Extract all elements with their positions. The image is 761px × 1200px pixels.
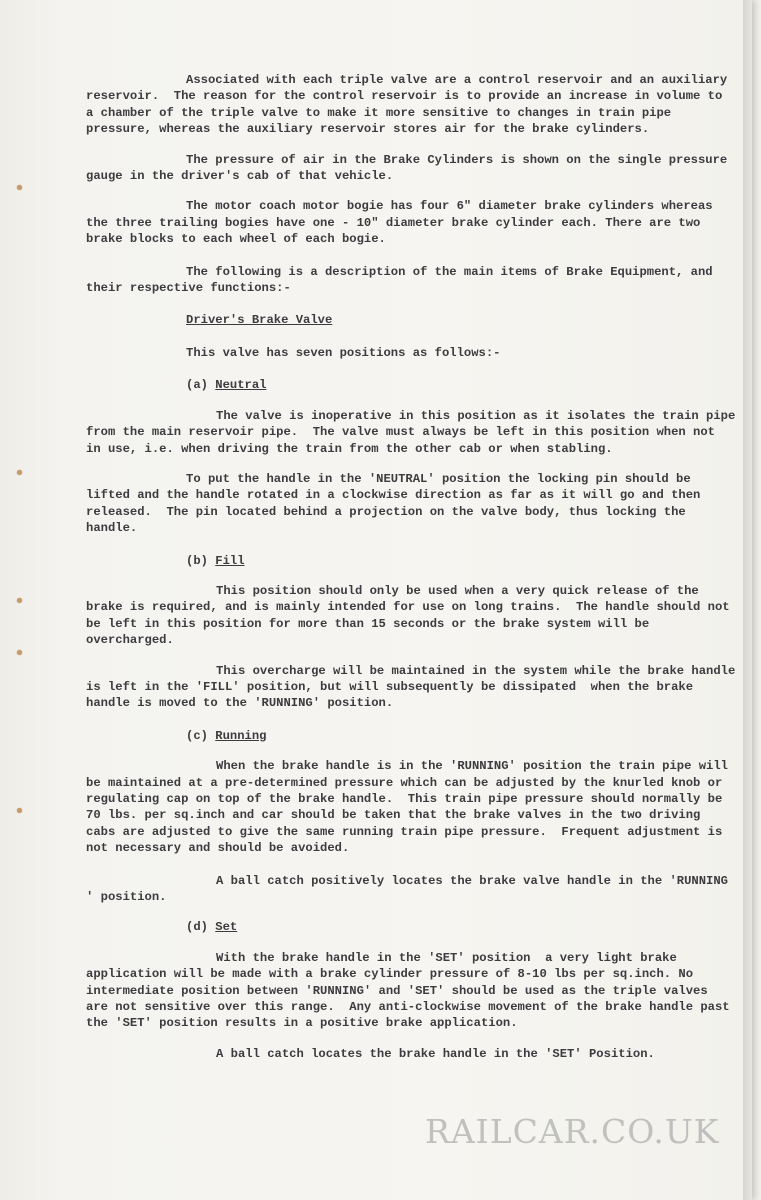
- paragraph-set-1: With the brake handle in the 'SET' position a very light brake application will be made with a brake cylinder pressure of 8-10 lbs per sq.inch. No intermediate position between 'RUNNING' and 'SET' should be used as the triple valves are not sensitive over this range. Any anti-clockwise movement of the brake handle past the 'SET' position results in a positive brake application.: [86, 950, 737, 1031]
- paragraph-neutral-2: To put the handle in the 'NEUTRAL' position the locking pin should be lifted and the handle rotated in a clockwise direction as far as it will go and then released. The pin located behind a projection on the valve body, thus locking the handle.: [86, 471, 708, 536]
- sheet-edge: [743, 0, 752, 1200]
- position-name: Neutral: [215, 378, 267, 393]
- typed-page-text: [86, 72, 743, 1062]
- position-heading-neutral: [186, 377, 736, 393]
- position-name: Fill: [215, 553, 245, 568]
- paragraph-neutral-1: The valve is inoperative in this position as it isolates the train pipe from the main reservoir pipe. The valve must always be left in this position when not in use, i.e. when driving the train from the other cab or when stabling.: [86, 408, 743, 456]
- paragraph-pressure-gauge: The pressure of air in the Brake Cylinders is shown on the single pressure gauge in the driver's cab of that vehicle.: [86, 152, 735, 184]
- paragraph-running-2: A ball catch positively locates the brake valve handle in the 'RUNNING ' position.: [86, 873, 736, 905]
- position-heading-running: [186, 728, 736, 744]
- position-marker: (a): [186, 378, 216, 393]
- paragraph-set-2: A ball catch locates the brake handle in the 'SET' Position.: [216, 1046, 655, 1061]
- position-marker: (d): [186, 920, 216, 935]
- punch-hole: [17, 470, 22, 475]
- position-name: Running: [215, 728, 267, 743]
- paragraph-running-1: When the brake handle is in the 'RUNNING' position the train pipe will be maintained at a pre-determined pressure which can be adjusted by the knurled knob or regulating cap on top of the brake handle. This train pipe pressure should normally be 70 lbs. per sq.inch and car should be taken that the brake valves in the two driving cabs are adjusted to give the same running train pipe pressure. Frequent adjustment is not necessary and should be avoided.: [86, 759, 736, 856]
- position-heading-fill: [186, 553, 736, 569]
- position-marker: (b): [186, 553, 216, 568]
- paragraph-fill-2: This overcharge will be maintained in the system while the brake handle is left in the 'FILL' position, but will subsequently be dissipated when the brake handle is moved to the 'RUNNING' position.: [86, 663, 743, 711]
- position-marker: (c): [186, 728, 216, 743]
- paragraph-brake-cylinders: The motor coach motor bogie has four 6" diameter brake cylinders whereas the three trailing bogies have one - 10" diameter brake cylinder each. There are two brake blocks to each wheel of each bogie.: [86, 199, 720, 247]
- section-intro: This valve has seven positions as follows:-: [186, 345, 501, 360]
- position-heading-set: [186, 919, 736, 935]
- punch-hole: [17, 808, 22, 813]
- punch-hole: [17, 650, 22, 655]
- punch-hole: [17, 185, 22, 190]
- punch-hole: [17, 598, 22, 603]
- paragraph-reservoirs: Associated with each triple valve are a control reservoir and an auxiliary reservoir. The reason for the control reservoir is to provide an increase in volume to a chamber of the triple valve to make it more sensitive to changes in train pipe pressure, whereas the auxiliary reservoir stores air for the brake cylinders.: [86, 73, 735, 137]
- position-name: Set: [215, 920, 238, 935]
- paragraph-equipment-intro: The following is a description of the main items of Brake Equipment, and their respective functions:-: [86, 264, 720, 296]
- railcar-watermark: RAILCAR.CO.UK: [425, 1112, 720, 1151]
- section-heading-drivers-brake-valve: Driver's Brake Valve: [186, 313, 333, 328]
- paragraph-fill-1: This position should only be used when a very quick release of the brake is required, and is mainly intended for use on long trains. The handle should not be left in this position for more than 15 seconds or the brake system will be overcharged.: [86, 583, 737, 648]
